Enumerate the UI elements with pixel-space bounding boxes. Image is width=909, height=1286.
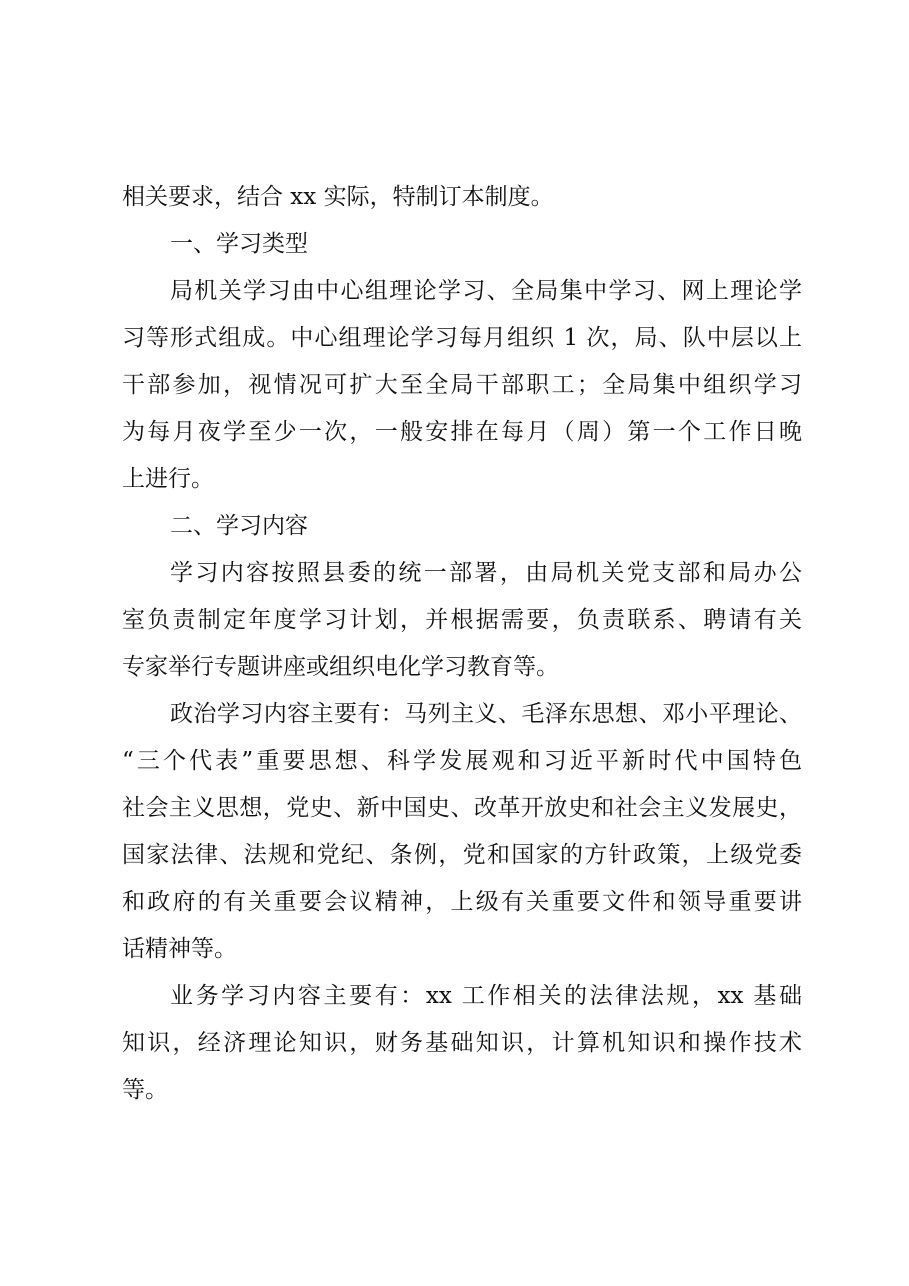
section-heading: 一、学习类型 — [170, 231, 308, 257]
section-heading: 二、学习内容 — [170, 513, 308, 539]
document-body — [122, 174, 802, 1114]
text-line: 知识，经济理论知识，财务基础知识，计算机知识和操作技术 — [122, 1030, 802, 1056]
text-line: 等。 — [122, 1077, 168, 1103]
text-line: 习等形式组成。中心组理论学习每月组织 1 次，局、队中层以上 — [122, 325, 802, 351]
text-line: 业务学习内容主要有：xx 工作相关的法律法规，xx 基础 — [170, 983, 802, 1009]
text-line: 话精神等。 — [122, 936, 237, 962]
text-line: 国家法律、法规和党纪、条例，党和国家的方针政策，上级党委 — [122, 842, 802, 868]
text-line: 室负责制定年度学习计划，并根据需要，负责联系、聘请有关 — [122, 607, 802, 633]
text-line: 和政府的有关重要会议精神，上级有关重要文件和领导重要讲 — [122, 889, 802, 915]
text-line: 学习内容按照县委的统一部署，由局机关党支部和局办公 — [170, 560, 802, 586]
text-line: 社会主义思想，党史、新中国史、改革开放史和社会主义发展史， — [122, 795, 802, 821]
text-line: 局机关学习由中心组理论学习、全局集中学习、网上理论学 — [170, 278, 802, 304]
text-line: 干部参加，视情况可扩大至全局干部职工；全局集中组织学习 — [122, 372, 802, 398]
text-line: 专家举行专题讲座或组织电化学习教育等。 — [122, 654, 559, 680]
text-line: “三个代表”重要思想、科学发展观和习近平新时代中国特色 — [122, 748, 802, 774]
text-line: 相关要求，结合 xx 实际，特制订本制度。 — [122, 184, 554, 210]
text-line: 上进行。 — [122, 466, 214, 492]
text-line: 为每月夜学至少一次，一般安排在每月（周）第一个工作日晚 — [122, 419, 802, 445]
text-line: 政治学习内容主要有：马列主义、毛泽东思想、邓小平理论、 — [170, 701, 802, 727]
